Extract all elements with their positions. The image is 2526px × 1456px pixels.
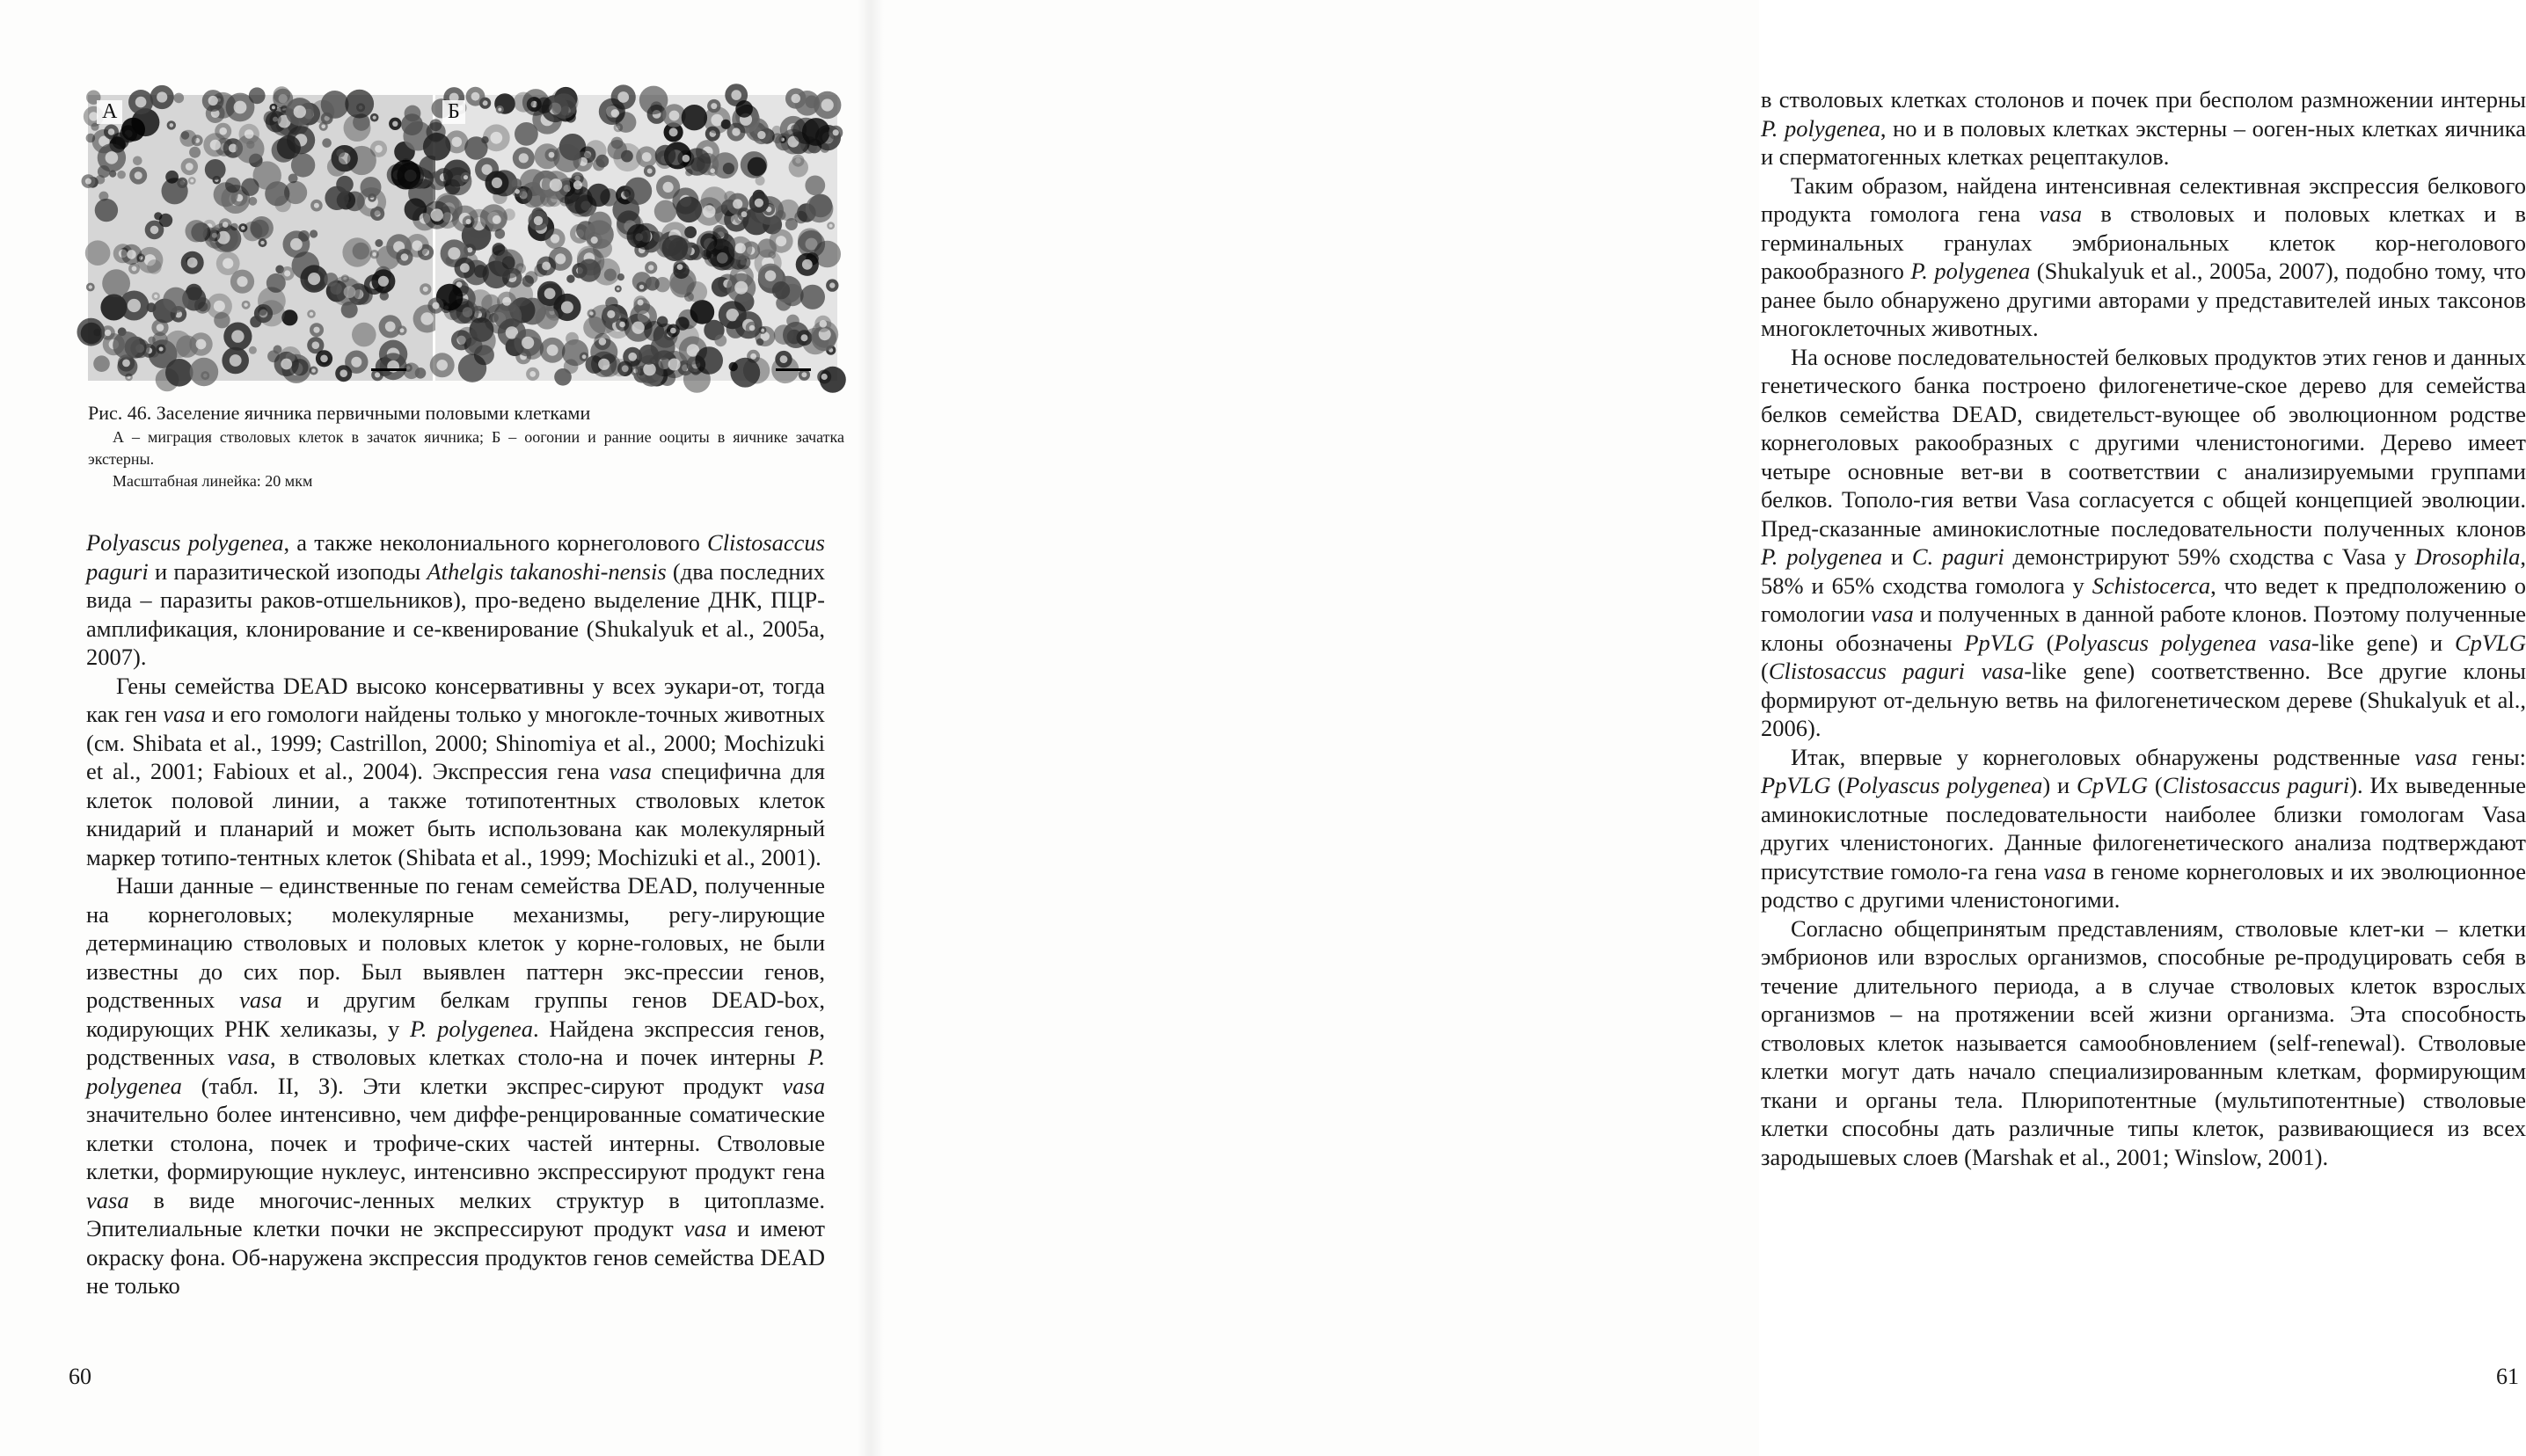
page-number-left: 60 <box>69 1364 91 1389</box>
micrograph-panel-a <box>88 95 433 381</box>
caption-body: А – миграция стволовых клеток в зачаток яичника; Б – оогонии и ранние ооциты в яичнике зачатка экстерны. <box>88 428 844 468</box>
micrograph-b-image <box>435 95 837 381</box>
paragraph: На основе последовательностей белковых продуктов этих генов и данных генетического банка построено филогенетиче-ское дерево для семейства белков семейства DEAD, свидетельст-вующее об эволюционном родстве корнеголовых ракообразных с другими членистоногими. Дерево имеет четыре основные вет-ви в соответствии с анализируемыми группами белков. Тополо-гия ветви Vasa согласуется с общей концепцией эволюции. Пред-сказанные аминокислотные последовательности полученных клонов P. polygenea и C. paguri демонстрируют 59% сходства с Vasa у Drosophila, 58% и 65% сходства гомолога у Schistocerca, что ведет к предположению о гомологии vasa и полученных в данной работе клонов. Поэтому полученные клоны обозначены PpVLG (Polyascus polygenea vasa-like gene) и CpVLG (Clistosaccus paguri vasa-like gene) соответственно. Все другие клоны формируют от-дельную ветвь на филогенетическом дереве (Shukalyuk et al., 2006). <box>1761 343 2526 741</box>
figure-caption <box>88 400 844 492</box>
paragraph: Гены семейства DEAD высоко консервативны у всех эукари-от, тогда как ген vasa и его гомологи найдены только у многокле-точных животных (см. Shibata et al., 1999; Castrillon, 2000; Shinomiya et al., 2000; Mochizuki et al., 2001; Fabioux et al., 2004). Экспрессия гена vasa специфична для клеток половой линии, а также тотипотентных стволовых клеток книдарий и планарий и может быть использована как молекулярный маркер тотипо-тентных клеток (Shibata et al., 1999; Mochizuki et al., 2001). <box>86 672 825 870</box>
paragraph: Наши данные – единственные по генам семейства DEAD, полученные на корнеголовых; молекулярные механизмы, регу-лирующие детерминацию стволовых и половых клеток у корне-головых, не были известны до сих пор. Был выявлен паттерн экс-прессии генов, родственных vasa и другим белкам группы генов DEAD-box, кодирующих РНК хеликазы, у P. polygenea. Найдена экспрессия генов, родственных vasa, в стволовых клетках столо-на и почек интерны P. polygenea (табл. II, З). Эти клетки экспрес-сируют продукт vasa значительно более интенсивно, чем диффе-ренцированные соматические клетки столона, почек и трофиче-ских частей интерны. Стволовые клетки, формирующие нуклеус, интенсивно экспрессируют продукт гена vasa в виде многочис-ленных мелких структур в цитоплазме. Эпителиальные клетки почки не экспрессируют продукт vasa и имеют окраску фона. Об-наружена экспрессия продуктов генов семейства DEAD не только <box>86 872 825 1299</box>
paragraph: Согласно общепринятым представлениям, стволовые клет-ки – клетки эмбрионов или взрослых организмов, способные ре-продуцировать себя в течение длительного периода, а в случае стволовых клеток взрослых организмов – на протяжении всей жизни организма. Эта способность стволовых клеток называется самообновлением (self-renewal). Стволовые клетки могут дать начало специализированным клеткам, формирующим ткани и органы тела. Плюрипотентные (мультипотентные) стволовые клетки способны дать различные типы клеток, развивающиеся из всех зародышевых слоев (Marshak et al., 2001; Winslow, 2001). <box>1761 914 2526 1170</box>
caption-scale: Масштабная линейка: 20 мкм <box>113 472 313 490</box>
panel-a-label: А <box>97 100 122 124</box>
panel-b-label: Б <box>442 100 465 124</box>
figure-46 <box>88 95 837 381</box>
left-page-body <box>86 528 825 1300</box>
right-page-body <box>1761 85 2526 1171</box>
paragraph: в стволовых клетках столонов и почек при бесполом размножении интерны P. polygenea, но и в половых клетках экстерны – ооген-ных клетках яичника и сперматогенных клетках рецептакулов. <box>1761 86 2526 170</box>
paragraph: Итак, впервые у корнеголовых обнаружены родственные vasa гены: PpVLG (Polyascus polygenea) и CpVLG (Clistosaccus paguri). Их выведенные аминокислотные последовательности наиболее близки гомологам Vasa других членистоногих. Данные филогенетического анализа подтверждают присутствие гомоло-га гена vasa в геноме корнеголовых и их эволюционное родство с другими членистоногими. <box>1761 743 2526 913</box>
micrograph-a-image <box>88 95 433 381</box>
paragraph: Таким образом, найдена интенсивная селективная экспрессия белкового продукта гомолога гена vasa в стволовых и половых клетках и в герминальных гранулах эмбриональных клеток кор-неголового ракообразного P. polygenea (Shukalyuk et al., 2005a, 2007), подобно тому, что ранее было обнаружено другими авторами у представителей иных таксонов многоклеточных животных. <box>1761 171 2526 341</box>
page-number-right: 61 <box>2496 1364 2519 1389</box>
micrograph-panel-b <box>435 95 837 381</box>
right-page <box>871 0 2526 1456</box>
left-page <box>0 0 871 1456</box>
caption-title: Рис. 46. Заселение яичника первичными половыми клетками <box>88 402 591 424</box>
paragraph: Polyascus polygenea, а также неколониального корнеголового Clistosaccus paguri и паразитической изоподы Athelgis takanoshi-nensis (два последних вида – паразиты раков-отшельников), про-ведено выделение ДНК, ПЦР-амплификация, клонирование и се-квенирование (Shukalyuk et al., 2005a, 2007). <box>86 529 825 670</box>
